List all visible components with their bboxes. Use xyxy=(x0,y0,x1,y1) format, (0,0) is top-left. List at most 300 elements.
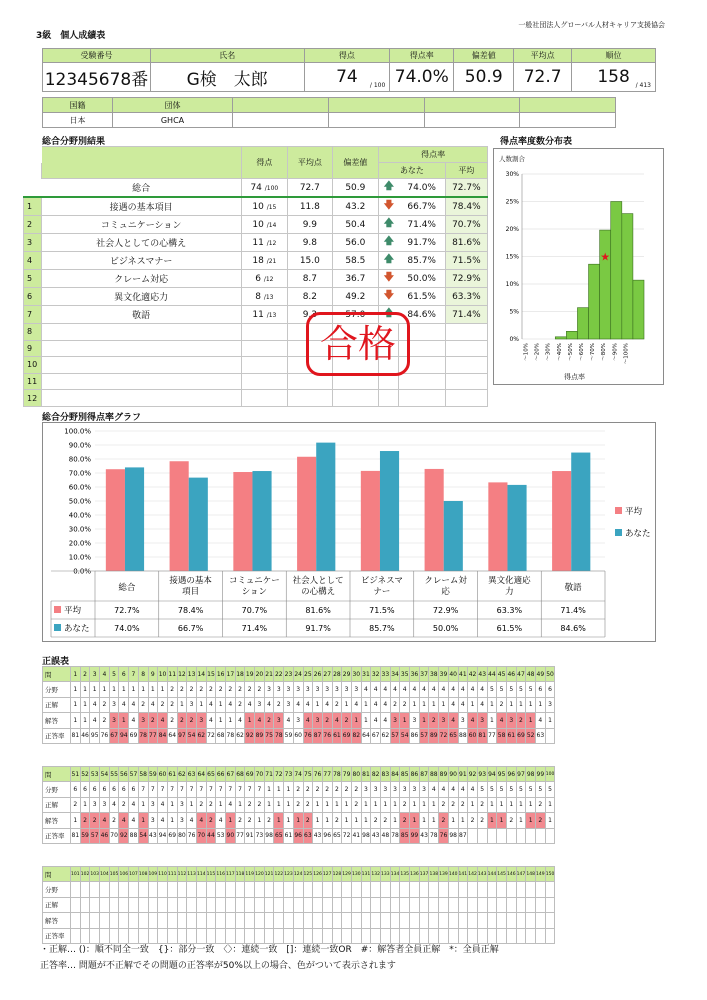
row-number: 10 xyxy=(24,357,42,374)
answer-cell: 1 xyxy=(138,813,148,828)
answer-cell xyxy=(274,913,284,928)
answer-cell xyxy=(119,913,129,928)
bar-you xyxy=(571,453,590,571)
question-number: 61 xyxy=(167,767,177,782)
answer-row-label: 問 xyxy=(43,667,71,682)
answer-cell xyxy=(400,897,410,912)
question-number: 132 xyxy=(371,867,381,882)
answer-cell: 4 xyxy=(439,682,449,697)
answer-cell: 72 xyxy=(206,728,216,743)
answer-row xyxy=(43,713,555,728)
answer-cell: 1 xyxy=(80,682,90,697)
question-number: 53 xyxy=(90,767,100,782)
answer-cell xyxy=(545,913,555,928)
answer-cell: 1 xyxy=(274,797,284,812)
mean-value: 63.3% xyxy=(496,606,523,615)
question-number: 49 xyxy=(536,667,546,682)
question-number: 45 xyxy=(497,667,507,682)
rank-value: 158 / 413 xyxy=(572,63,656,92)
answer-cell: 6 xyxy=(80,782,90,797)
answer-cell: 1 xyxy=(410,813,420,828)
answer-cell xyxy=(274,882,284,897)
answer-cell xyxy=(167,913,177,928)
answer-cell: 4 xyxy=(119,697,129,712)
answer-cell: 7 xyxy=(196,782,206,797)
answer-cell: 1 xyxy=(526,713,536,728)
answer-cell xyxy=(235,913,245,928)
answer-cell: 7 xyxy=(216,782,226,797)
category-label: クレーム対 xyxy=(424,576,467,586)
answer-cell: 1 xyxy=(419,697,429,712)
answer-cell xyxy=(71,913,81,928)
answer-cell: 4 xyxy=(255,713,265,728)
header-you: あなた xyxy=(379,163,446,179)
answer-cell: 4 xyxy=(206,713,216,728)
answer-cell xyxy=(545,728,555,743)
question-number: 113 xyxy=(187,867,197,882)
answer-cell: 3 xyxy=(477,713,487,728)
total-score: 74 /100 xyxy=(241,179,288,198)
answer-cell: 6 xyxy=(545,682,555,697)
question-number: 109 xyxy=(148,867,158,882)
answer-cell: 98 xyxy=(361,828,371,843)
answer-cell: 2 xyxy=(206,797,216,812)
field-name: 敬語 xyxy=(41,306,241,324)
answer-cell xyxy=(371,913,381,928)
category-label: 応 xyxy=(441,587,450,597)
answer-cell: 90 xyxy=(226,828,236,843)
distribution-ylabel: 人数割合 xyxy=(499,155,525,163)
result-row xyxy=(24,216,488,234)
question-number: 96 xyxy=(506,767,516,782)
question-number: 43 xyxy=(477,667,487,682)
question-number: 142 xyxy=(468,867,478,882)
answer-cell: 3 xyxy=(138,713,148,728)
answer-cell: 4 xyxy=(371,713,381,728)
field-dev: 50.4 xyxy=(332,216,379,234)
answer-cell xyxy=(332,913,342,928)
answer-cell: 1 xyxy=(390,797,400,812)
question-number: 19 xyxy=(245,667,255,682)
answer-cell xyxy=(536,882,546,897)
answer-cell xyxy=(448,882,458,897)
answer-cell: 2 xyxy=(71,797,81,812)
field-score: 8 /13 xyxy=(241,288,288,306)
answer-cell: 1 xyxy=(516,697,526,712)
answer-cell: 1 xyxy=(216,797,226,812)
answer-cell: 1 xyxy=(458,813,468,828)
answer-cell: 7 xyxy=(187,782,197,797)
answer-cell: 2 xyxy=(274,697,284,712)
answer-cell xyxy=(526,928,536,943)
answer-cell: 1 xyxy=(109,682,119,697)
empty-row xyxy=(24,340,488,357)
answer-cell: 69 xyxy=(129,728,139,743)
empty-row xyxy=(24,324,488,341)
answer-cell: 5 xyxy=(497,682,507,697)
answer-cell: 4 xyxy=(390,682,400,697)
answer-cell xyxy=(322,897,332,912)
question-number: 120 xyxy=(255,867,265,882)
student-name: G検 太郎 xyxy=(150,63,304,92)
answer-cell xyxy=(284,882,294,897)
answer-cell xyxy=(255,882,265,897)
answer-row xyxy=(43,897,555,912)
answer-cell: 65 xyxy=(332,828,342,843)
answer-cell: 4 xyxy=(100,813,110,828)
up-arrow-icon: 🡅 xyxy=(379,234,399,252)
question-number: 34 xyxy=(390,667,400,682)
answer-cell: 43 xyxy=(419,828,429,843)
answer-cell: 3 xyxy=(351,682,361,697)
question-number: 99 xyxy=(536,767,546,782)
field-dev: 56.0 xyxy=(332,234,379,252)
answer-cell: 3 xyxy=(410,782,420,797)
field-mean: 71.4% xyxy=(445,306,487,324)
question-number: 4 xyxy=(100,667,110,682)
rate-value: 74.0% xyxy=(390,63,454,92)
answer-cell: 4 xyxy=(109,797,119,812)
question-number: 136 xyxy=(410,867,420,882)
answer-cell: 2 xyxy=(264,713,274,728)
bar-mean xyxy=(106,469,125,571)
answer-cell xyxy=(129,913,139,928)
answer-cell: 5 xyxy=(506,782,516,797)
answer-cell: 4 xyxy=(90,713,100,728)
field-name: 社会人としての心構え xyxy=(41,234,241,252)
y-tick-label: 100.0% xyxy=(64,427,91,436)
answer-cell xyxy=(187,913,197,928)
question-number: 125 xyxy=(303,867,313,882)
y-tick-label: 60.0% xyxy=(68,483,91,492)
answer-cell: 2 xyxy=(351,797,361,812)
field-you: 91.7% xyxy=(399,234,446,252)
label-group: 団体 xyxy=(113,98,233,113)
answer-cell: 1 xyxy=(264,782,274,797)
answer-cell: 3 xyxy=(419,782,429,797)
question-number: 18 xyxy=(235,667,245,682)
question-number: 15 xyxy=(206,667,216,682)
answer-cell xyxy=(526,913,536,928)
question-number: 2 xyxy=(80,667,90,682)
answer-cell: 1 xyxy=(487,813,497,828)
answer-cell: 2 xyxy=(148,713,158,728)
answer-cell: 4 xyxy=(129,797,139,812)
answer-cell: 3 xyxy=(381,782,391,797)
answer-cell: 2 xyxy=(332,813,342,828)
answer-cell: 73 xyxy=(255,828,265,843)
bar-you xyxy=(252,471,271,571)
answer-cell: 2 xyxy=(390,697,400,712)
answer-cell xyxy=(497,897,507,912)
answer-cell xyxy=(342,897,352,912)
legend-line-2: 正答率… 問題が不正解でその問題の正答率が50%以上の場合、色がついて表示されます xyxy=(40,961,396,971)
question-number: 35 xyxy=(400,667,410,682)
you-value: 91.7% xyxy=(305,624,331,633)
answer-cell xyxy=(303,913,313,928)
you-value: 74.0% xyxy=(114,624,140,633)
answer-row-label: 正解 xyxy=(43,697,71,712)
category-label: 総合 xyxy=(118,583,136,593)
category-label: 社会人として xyxy=(292,576,344,586)
answer-cell: 7 xyxy=(206,782,216,797)
answer-cell: 62 xyxy=(196,728,206,743)
answer-cell: 4 xyxy=(439,782,449,797)
question-number: 66 xyxy=(216,767,226,782)
answer-cell: 2 xyxy=(293,782,303,797)
answer-cell xyxy=(119,882,129,897)
answer-cell: 52 xyxy=(526,728,536,743)
question-number: 11 xyxy=(167,667,177,682)
question-number: 127 xyxy=(322,867,332,882)
answer-cell: 4 xyxy=(322,697,332,712)
answer-cell: 2 xyxy=(313,782,323,797)
distribution-bar xyxy=(555,337,566,339)
answer-cell: 2 xyxy=(439,797,449,812)
x-tick-label: ～40% xyxy=(556,343,563,361)
question-number: 55 xyxy=(109,767,119,782)
mean-value: 71.4% xyxy=(560,606,586,615)
down-arrow-icon: 🡇 xyxy=(379,197,399,216)
answer-cell: 1 xyxy=(400,713,410,728)
x-tick-label: ～80% xyxy=(601,343,608,361)
answer-cell xyxy=(284,913,294,928)
question-number: 85 xyxy=(400,767,410,782)
question-number: 122 xyxy=(274,867,284,882)
answer-cell: 4 xyxy=(196,813,206,828)
answer-cell: 2 xyxy=(138,697,148,712)
answer-cell xyxy=(497,828,507,843)
answer-cell xyxy=(313,897,323,912)
field-score: 18 /21 xyxy=(241,252,288,270)
question-number: 1 xyxy=(71,667,81,682)
question-number: 6 xyxy=(119,667,129,682)
question-number: 130 xyxy=(351,867,361,882)
answer-cell: 1 xyxy=(429,797,439,812)
answer-cell: 1 xyxy=(545,813,555,828)
question-number: 106 xyxy=(119,867,129,882)
answer-cell: 1 xyxy=(487,797,497,812)
question-number: 36 xyxy=(410,667,420,682)
question-number: 134 xyxy=(390,867,400,882)
answer-cell: 1 xyxy=(80,713,90,728)
label-exam-no: 受験番号 xyxy=(43,49,151,63)
answer-cell: 7 xyxy=(245,782,255,797)
answer-cell: 2 xyxy=(206,682,216,697)
answer-cell: 2 xyxy=(177,713,187,728)
question-number: 139 xyxy=(439,867,449,882)
question-number: 79 xyxy=(342,767,352,782)
answer-cell: 2 xyxy=(158,697,168,712)
answer-cell: 1 xyxy=(526,797,536,812)
answer-cell: 2 xyxy=(371,813,381,828)
answer-cell xyxy=(148,913,158,928)
answer-cell: 7 xyxy=(177,782,187,797)
answer-cell: 3 xyxy=(371,782,381,797)
answer-cell: 65 xyxy=(274,828,284,843)
answer-row xyxy=(43,797,555,812)
y-tick-label: 20.0% xyxy=(68,539,91,548)
bar-chart-title: 総合分野別得点率グラフ xyxy=(42,413,142,423)
answer-cell: 76 xyxy=(303,728,313,743)
question-number: 12 xyxy=(177,667,187,682)
y-tick-label: 40.0% xyxy=(68,511,91,520)
bar-mean xyxy=(552,471,571,571)
answer-cell xyxy=(477,897,487,912)
header-mean: 平均 xyxy=(445,163,487,179)
answer-cell: 1 xyxy=(545,713,555,728)
answer-cell: 69 xyxy=(167,828,177,843)
question-number: 141 xyxy=(458,867,468,882)
answer-cell: 4 xyxy=(448,697,458,712)
answer-cell xyxy=(264,882,274,897)
x-tick-label: ～20% xyxy=(534,343,541,361)
answer-cell: 1 xyxy=(526,697,536,712)
field-you: 85.7% xyxy=(399,252,446,270)
answer-cell: 99 xyxy=(410,828,420,843)
answer-cell: 70 xyxy=(196,828,206,843)
answer-cell: 2 xyxy=(119,797,129,812)
answer-cell: 2 xyxy=(448,797,458,812)
table-series-label: あなた xyxy=(64,624,90,634)
answer-cell xyxy=(255,897,265,912)
question-number: 75 xyxy=(303,767,313,782)
question-number: 87 xyxy=(419,767,429,782)
answer-cell: 1 xyxy=(80,697,90,712)
answer-cell: 1 xyxy=(313,813,323,828)
answer-cell: 1 xyxy=(361,813,371,828)
question-number: 98 xyxy=(526,767,536,782)
answer-cell xyxy=(536,913,546,928)
bar-mean xyxy=(233,472,252,571)
answer-cell: 2 xyxy=(255,682,265,697)
answer-cell: 1 xyxy=(313,797,323,812)
answer-cell: 64 xyxy=(361,728,371,743)
answer-cell: 6 xyxy=(536,682,546,697)
field-name: ビジネスマナー xyxy=(41,252,241,270)
answer-cell: 1 xyxy=(342,797,352,812)
result-row xyxy=(24,270,488,288)
question-number: 50 xyxy=(545,667,555,682)
answer-cell xyxy=(516,928,526,943)
answer-cell xyxy=(332,897,342,912)
answer-cell: 4 xyxy=(381,713,391,728)
answer-cell xyxy=(516,897,526,912)
field-score: 11 /12 xyxy=(241,234,288,252)
answer-cell: 69 xyxy=(516,728,526,743)
question-number: 101 xyxy=(71,867,81,882)
question-number: 44 xyxy=(487,667,497,682)
result-row xyxy=(24,252,488,270)
question-number: 121 xyxy=(264,867,274,882)
answer-cell: 1 xyxy=(361,697,371,712)
answer-cell: 3 xyxy=(284,697,294,712)
answer-cell: 1 xyxy=(322,813,332,828)
question-number: 10 xyxy=(158,667,168,682)
answer-cell: 1 xyxy=(516,813,526,828)
mean-value: 78.4% xyxy=(177,606,204,615)
question-number: 146 xyxy=(506,867,516,882)
question-number: 123 xyxy=(284,867,294,882)
question-number: 73 xyxy=(284,767,294,782)
question-number: 13 xyxy=(187,667,197,682)
answer-cell: 1 xyxy=(138,797,148,812)
answer-cell xyxy=(477,913,487,928)
total-row xyxy=(24,179,488,198)
legend-swatch xyxy=(54,606,61,613)
answer-cell: 2 xyxy=(506,813,516,828)
answer-cell: 1 xyxy=(371,797,381,812)
answer-cell: 2 xyxy=(303,797,313,812)
question-number: 37 xyxy=(419,667,429,682)
answer-cell: 6 xyxy=(109,782,119,797)
answer-cell xyxy=(71,897,81,912)
y-tick-label: 20% xyxy=(505,226,519,233)
answer-cell xyxy=(274,897,284,912)
answer-cell: 2 xyxy=(245,797,255,812)
question-number: 107 xyxy=(129,867,139,882)
total-you: 74.0% xyxy=(399,179,446,198)
answer-cell xyxy=(410,897,420,912)
answer-cell: 2 xyxy=(322,713,332,728)
answer-cell: 2 xyxy=(187,682,197,697)
label-rate: 得点率 xyxy=(390,49,454,63)
answer-cell: 4 xyxy=(303,713,313,728)
question-number: 65 xyxy=(206,767,216,782)
answer-cell: 1 xyxy=(410,697,420,712)
answer-cell xyxy=(322,882,332,897)
answer-cell: 3 xyxy=(284,682,294,697)
answer-cell: 1 xyxy=(284,813,294,828)
answer-cell: 5 xyxy=(516,782,526,797)
answer-cell: 6 xyxy=(119,782,129,797)
answer-cell: 3 xyxy=(390,782,400,797)
answer-row-label: 正答率 xyxy=(43,728,71,743)
y-tick-label: 0% xyxy=(509,336,519,343)
answer-cell: 59 xyxy=(284,728,294,743)
answer-cell: 2 xyxy=(468,813,478,828)
answer-cell: 3 xyxy=(361,782,371,797)
answer-cell: 96 xyxy=(293,828,303,843)
answer-cell: 1 xyxy=(497,813,507,828)
question-number: 38 xyxy=(429,667,439,682)
answer-cell: 4 xyxy=(119,813,129,828)
answer-cell: 4 xyxy=(148,697,158,712)
answer-cell: 81 xyxy=(71,828,81,843)
field-you: 50.0% xyxy=(399,270,446,288)
question-number: 82 xyxy=(371,767,381,782)
answer-cell: 2 xyxy=(206,813,216,828)
answer-cell: 4 xyxy=(90,697,100,712)
field-avg: 9.3 xyxy=(288,306,332,324)
answer-cell: 2 xyxy=(109,813,119,828)
category-label: 項目 xyxy=(182,587,200,597)
answer-cell: 1 xyxy=(419,713,429,728)
field-score: 6 /12 xyxy=(241,270,288,288)
answer-cell xyxy=(322,913,332,928)
question-number: 26 xyxy=(313,667,323,682)
field-mean: 81.6% xyxy=(445,234,487,252)
question-number: 137 xyxy=(419,867,429,882)
answer-cell: 1 xyxy=(71,713,81,728)
answer-cell: 2 xyxy=(167,713,177,728)
answer-cell xyxy=(332,882,342,897)
answer-cell xyxy=(477,828,487,843)
question-number: 116 xyxy=(216,867,226,882)
answer-cell: 4 xyxy=(468,782,478,797)
answer-cell xyxy=(264,897,274,912)
field-name: コミュニケーション xyxy=(41,216,241,234)
